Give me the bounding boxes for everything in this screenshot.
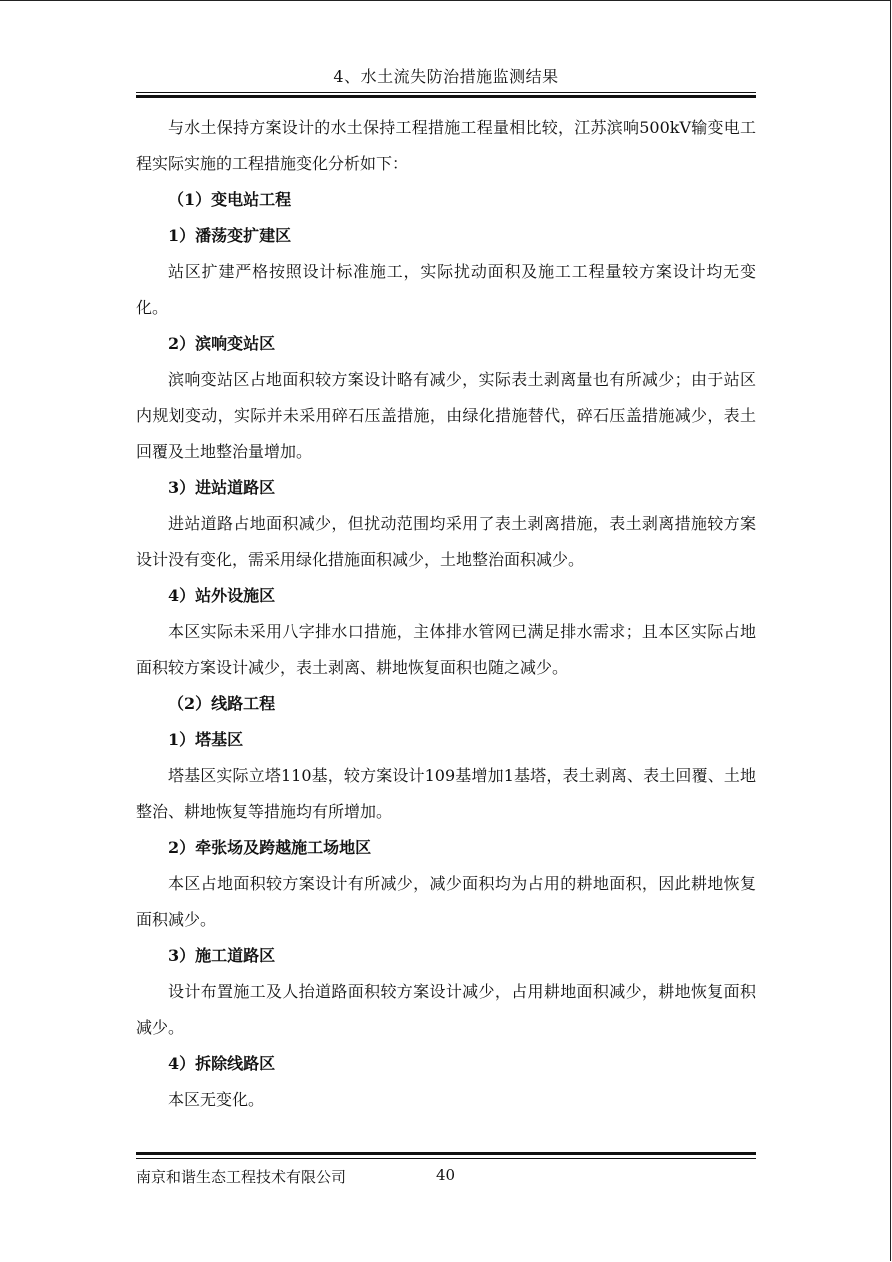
paragraph: 本区占地面积较方案设计有所减少，减少面积均为占用的耕地面积，因此耕地恢复面积减少。 xyxy=(136,874,756,929)
section-heading: （1）变电站工程 xyxy=(168,190,292,209)
subsection-heading: 1）潘荡变扩建区 xyxy=(168,226,292,245)
subsection-heading: 3）进站道路区 xyxy=(168,478,276,497)
paragraph: 设计布置施工及人抬道路面积较方案设计减少，占用耕地面积减少，耕地恢复面积减少。 xyxy=(136,982,756,1037)
paragraph: 滨响变站区占地面积较方案设计略有减少，实际表土剥离量也有所减少；由于站区内规划变动，实际并未采用碎石压盖措施，由绿化措施替代，碎石压盖措施减少，表土回覆及土地整治量增加。 xyxy=(136,370,756,461)
paragraph: 进站道路占地面积减少，但扰动范围均采用了表土剥离措施，表土剥离措施较方案设计没有变化，需采用绿化措施面积减少，土地整治面积减少。 xyxy=(136,514,756,569)
subsection-heading: 2）牵张场及跨越施工场地区 xyxy=(168,838,372,857)
subsection-heading: 4）拆除线路区 xyxy=(168,1054,276,1073)
footer-company-name: 南京和谐生态工程技术有限公司 xyxy=(136,1168,347,1186)
paragraph: 本区实际未采用八字排水口措施，主体排水管网已满足排水需求；且本区实际占地面积较方案设计减少，表土剥离、耕地恢复面积也随之减少。 xyxy=(136,622,756,677)
footer-page-number: 40 xyxy=(436,1166,456,1184)
subsection-heading: 2）滨响变站区 xyxy=(168,334,276,353)
body-content xyxy=(136,110,756,1118)
subsection-heading: 3）施工道路区 xyxy=(168,946,276,965)
paragraph: 站区扩建严格按照设计标准施工，实际扰动面积及施工工程量较方案设计均无变化。 xyxy=(136,262,756,317)
footer-rule-thick xyxy=(136,1152,756,1155)
paragraph: 塔基区实际立塔110基，较方案设计109基增加1基塔，表土剥离、表土回覆、土地整治、耕地恢复等措施均有所增加。 xyxy=(136,766,756,821)
subsection-heading: 1）塔基区 xyxy=(168,730,244,749)
paragraph: 本区无变化。 xyxy=(168,1090,265,1109)
footer-rule-thin xyxy=(136,1158,756,1159)
subsection-heading: 4）站外设施区 xyxy=(168,586,276,605)
header-rule-thin xyxy=(136,92,756,93)
running-header-title: 4、水土流失防治措施监测结果 xyxy=(333,67,559,86)
section-heading: （2）线路工程 xyxy=(168,694,276,713)
header-rule-thick xyxy=(136,95,756,98)
paragraph: 与水土保持方案设计的水土保持工程措施工程量相比较，江苏滨响500kV输变电工程实际实施的工程措施变化分析如下： xyxy=(136,118,756,173)
